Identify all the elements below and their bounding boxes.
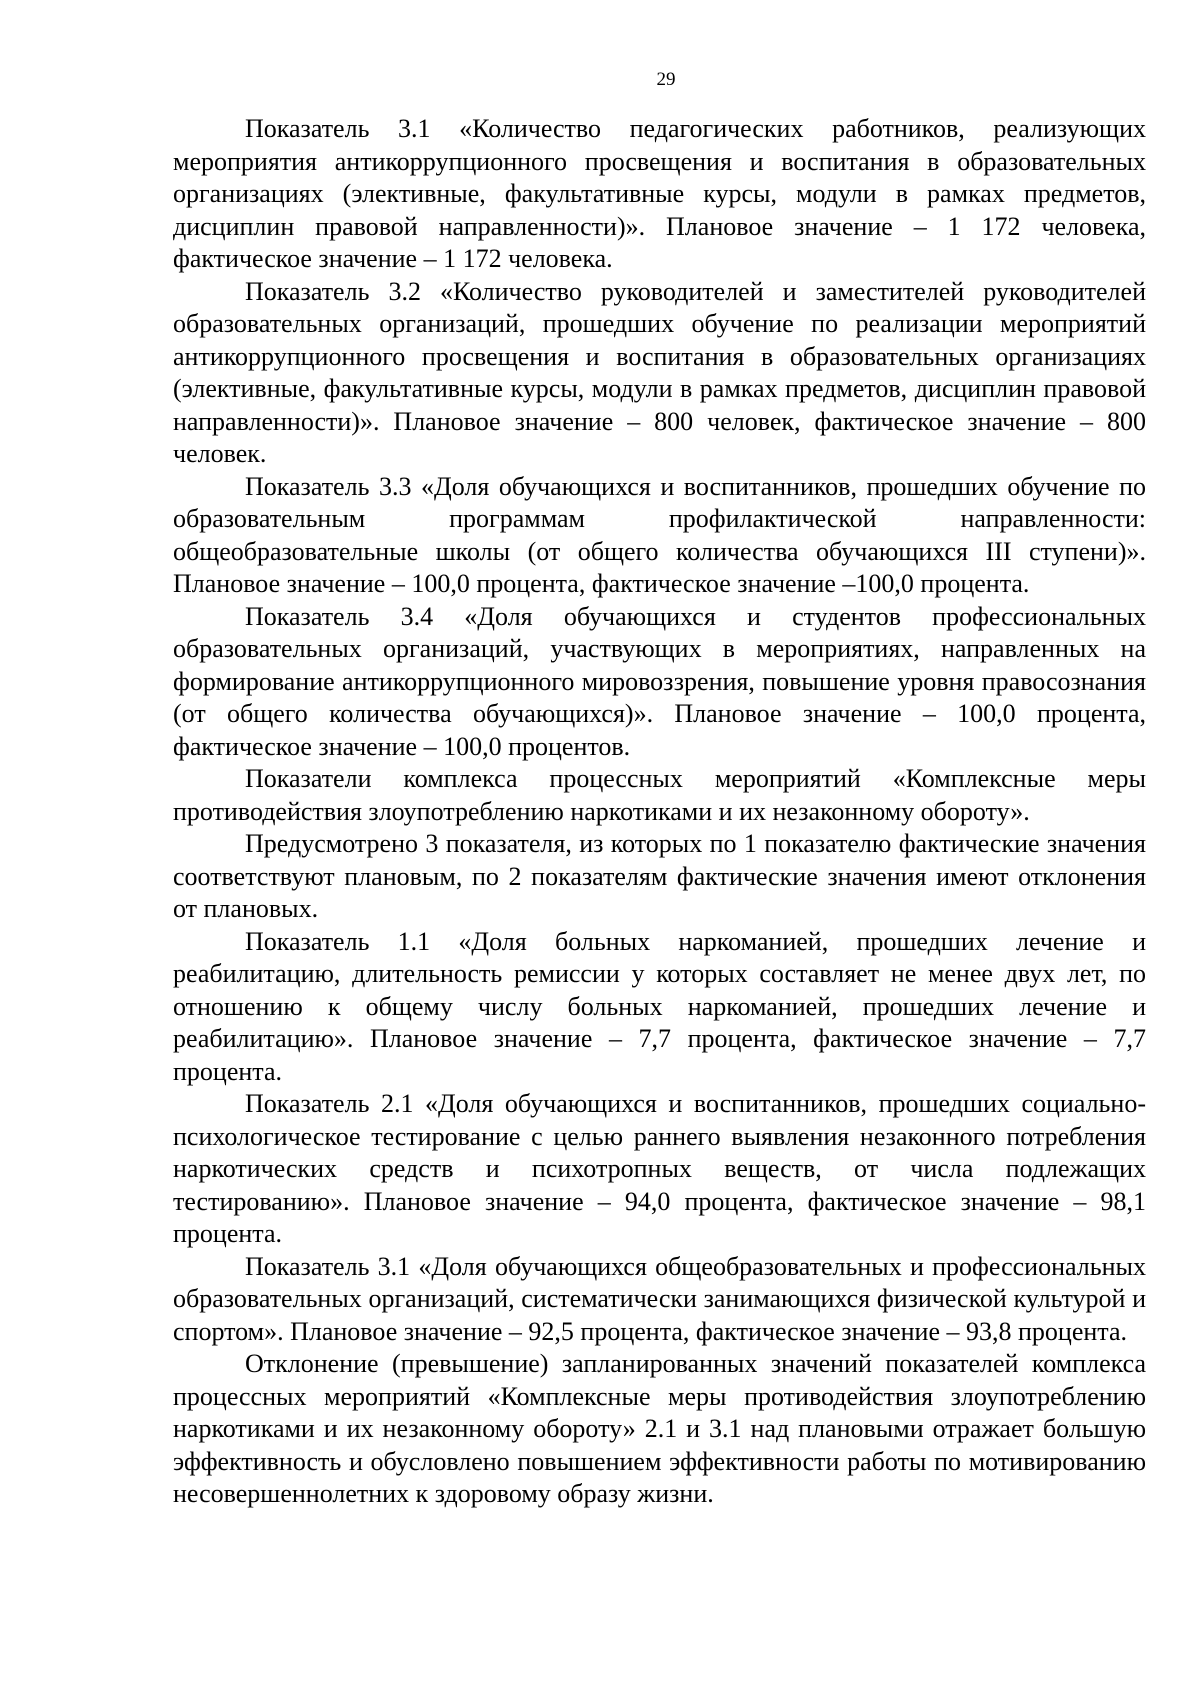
paragraph-indicator-3-1-sports: Показатель 3.1 «Доля обучающихся общеобразовательных и профессиональных образовательных организаций, систематически занимающихся физической культурой и спортом». Плановое значение – 92,5 процента, фактическое значение – 93,8 процента.: [173, 1251, 1146, 1346]
paragraph-indicator-3-3-students-share: Показатель 3.3 «Доля обучающихся и воспитанников, прошедших обучение по образовательным программам профилактической направленности: общеобразовательные школы (от общего количества обучающихся III ступени)». Плановое значение – 100,0 процента, фактическое значение –100,0 процента.: [173, 471, 1146, 598]
paragraph-indicator-3-2-managers: Показатель 3.2 «Количество руководителей и заместителей руководителей образовательных организаций, прошедших обучение по реализации мероприятий антикоррупционного просвещения и воспитания в образовательных организациях (элективные, факультативные курсы, модули в рамках предметов, дисциплин правовой направленности)». Плановое значение – 800 человек, фактическое значение – 800 человек.: [173, 276, 1146, 468]
paragraph-indicator-3-4-professional-students: Показатель 3.4 «Доля обучающихся и студентов профессиональных образовательных организаций, участвующих в мероприятиях, направленных на формирование антикоррупционного мировоззрения, повышение уровня правосознания (от общего количества обучающихся)». Плановое значение – 100,0 процента, фактическое значение – 100,0 процентов.: [173, 601, 1146, 761]
paragraph-indicator-3-1-teachers: Показатель 3.1 «Количество педагогических работников, реализующих мероприятия антикоррупционного просвещения и воспитания в образовательных организациях (элективные, факультативные курсы, модули в рамках предметов, дисциплин правовой направленности)». Плановое значение – 1 172 человека, фактическое значение – 1 172 человека.: [173, 114, 1146, 273]
paragraph-deviation-conclusion: Отклонение (превышение) запланированных значений показателей комплекса процессных мероприятий «Комплексные меры противодействия злоупотреблению наркотиками и их незаконному обороту» 2.1 и 3.1 над плановыми отражает большую эффективность и обусловлено повышением эффективности работы по мотивированию несовершеннолетних к здоровому образу жизни.: [173, 1349, 1146, 1508]
page-number: 29: [656, 69, 676, 90]
paragraph-indicator-2-1-testing: Показатель 2.1 «Доля обучающихся и воспитанников, прошедших социально-психологическое тестирование с целью раннего выявления незаконного потребления наркотических средств и психотропных веществ, от числа подлежащих тестированию». Плановое значение – 94,0 процента, фактическое значение – 98,1 процента.: [173, 1089, 1146, 1248]
paragraph-indicators-summary: Предусмотрено 3 показателя, из которых по 1 показателю фактические значения соответствуют плановым, по 2 показателям фактические значения имеют отклонения от плановых.: [173, 829, 1146, 923]
paragraph-drug-measures-heading: Показатели комплекса процессных мероприятий «Комплексные меры противодействия злоупотреблению наркотиками и их незаконному обороту».: [173, 764, 1146, 826]
paragraph-indicator-1-1-remission: Показатель 1.1 «Доля больных наркоманией, прошедших лечение и реабилитацию, длительность ремиссии у которых составляет не менее двух лет, по отношению к общему числу больных наркоманией, прошедших лечение и реабилитацию». Плановое значение – 7,7 процента, фактическое значение – 7,7 процента.: [173, 926, 1146, 1086]
document-body: [173, 113, 1146, 1511]
